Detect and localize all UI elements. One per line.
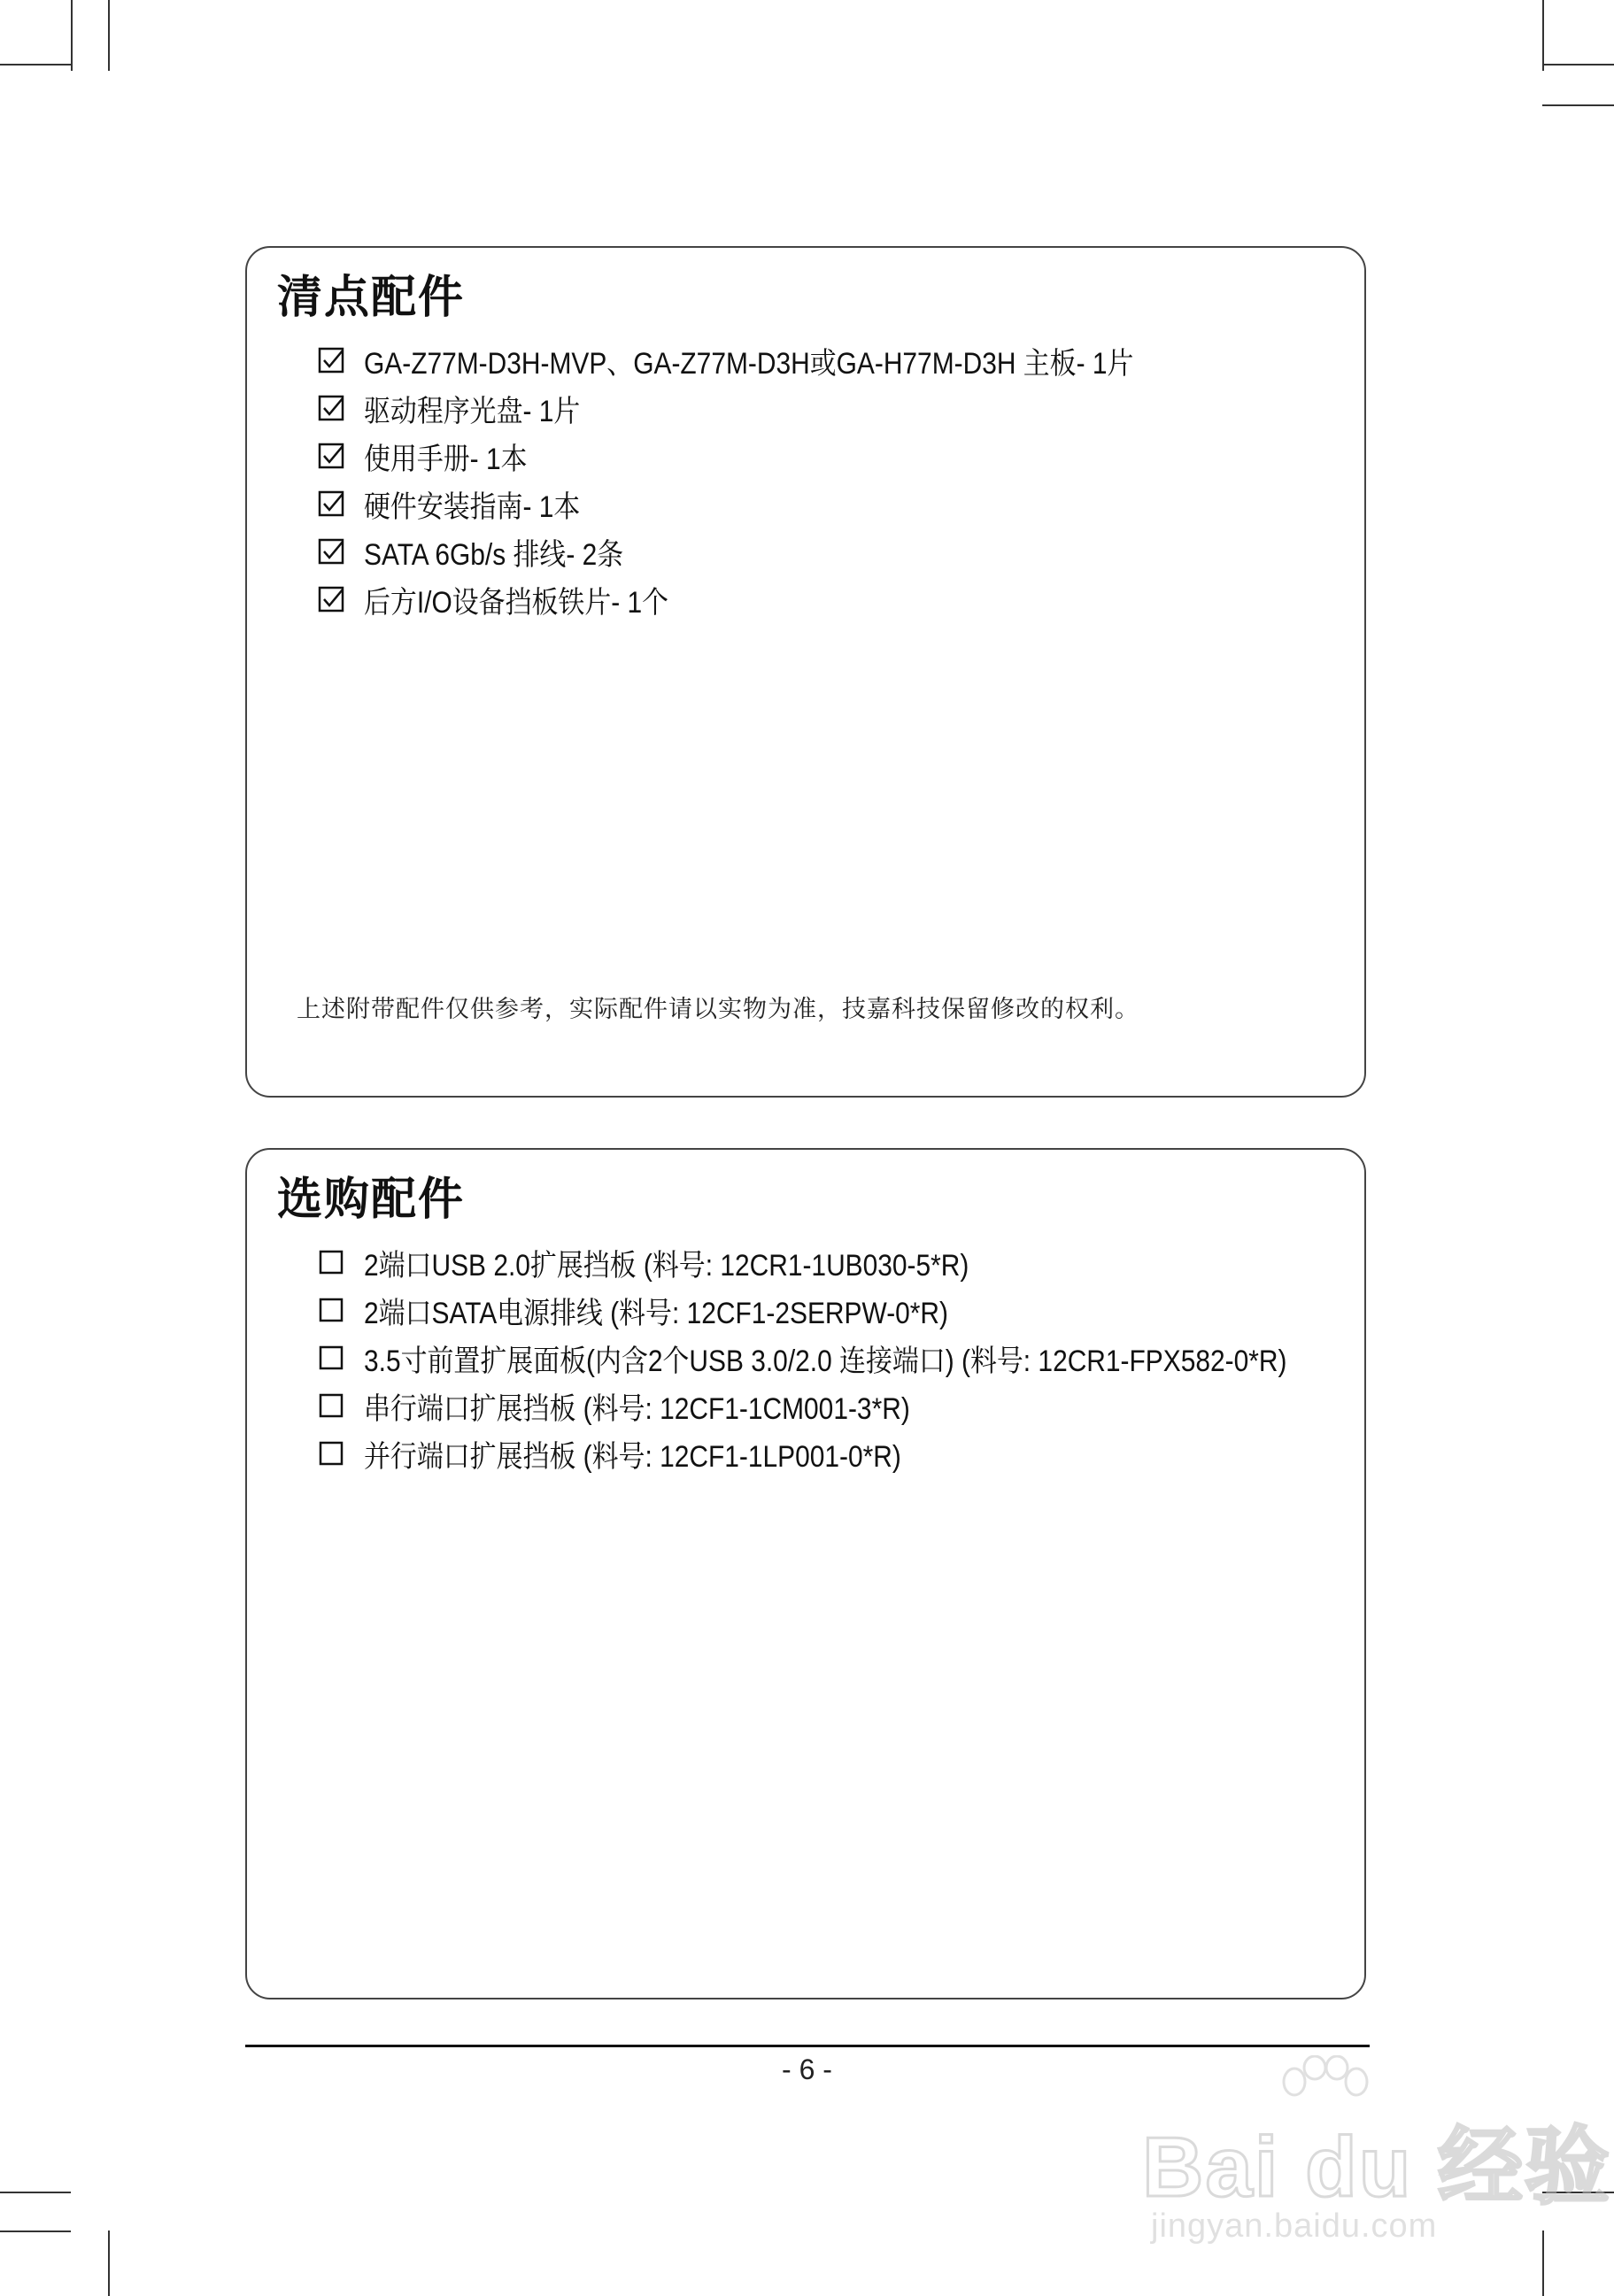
item-label: 2端口USB 2.0扩展挡板 (料号: 12CR1-1UB030-5*R): [364, 1248, 969, 1283]
page-number: - 6 -: [782, 2053, 832, 2085]
list-item: [318, 336, 1239, 384]
included-accessories-list: [318, 336, 1239, 623]
list-item: [318, 1429, 1413, 1477]
item-label: 并行端口扩展挡板 (料号: 12CF1-1LP001-0*R): [364, 1439, 901, 1474]
checked-box-icon: [318, 395, 344, 421]
list-item: [318, 1382, 1413, 1429]
item-label: GA-Z77M-D3H-MVP、GA-Z77M-D3H或GA-H77M-D3H 主板- 1片: [364, 346, 1134, 381]
crop-mark: [0, 2231, 71, 2232]
item-label: SATA 6Gb/s 排线- 2条: [364, 537, 624, 572]
crop-mark: [1542, 104, 1614, 106]
list-item: [318, 575, 1239, 623]
crop-mark: [0, 2192, 71, 2193]
disclaimer-note: 上述附带配件仅供参考，实际配件请以实物为准，技嘉科技保留修改的权利。: [297, 996, 1139, 1023]
included-accessories-box: [245, 246, 1366, 1098]
baidu-jingyan-watermark: [1142, 2055, 1612, 2250]
optional-accessories-title: 选购配件: [277, 1174, 466, 1226]
empty-box-icon: [318, 1440, 344, 1467]
checked-box-icon: [318, 347, 344, 374]
empty-box-icon: [318, 1249, 344, 1275]
watermark-logo-text: Bai du 经验: [1142, 2120, 1612, 2215]
item-label: 硬件安装指南- 1本: [364, 489, 581, 524]
list-item: [318, 480, 1239, 528]
item-label: 使用手册- 1本: [364, 442, 528, 476]
empty-box-icon: [318, 1297, 344, 1323]
list-item: [318, 1238, 1413, 1286]
crop-mark: [1542, 0, 1544, 71]
empty-box-icon: [318, 1344, 344, 1371]
checked-box-icon: [318, 490, 344, 517]
item-label: 3.5寸前置扩展面板(内含2个USB 3.0/2.0 连接端口) (料号: 12CR1-FPX582-0*R): [364, 1344, 1287, 1378]
optional-accessories-box: [245, 1148, 1366, 1999]
crop-mark: [1542, 64, 1614, 65]
optional-accessories-list: [318, 1238, 1413, 1477]
included-accessories-title: 清点配件: [277, 272, 466, 324]
list-item: [318, 1334, 1413, 1382]
checked-box-icon: [318, 443, 344, 469]
list-item: [318, 384, 1239, 432]
watermark-url: jingyan.baidu.com: [1151, 2207, 1438, 2245]
crop-mark: [0, 64, 71, 65]
item-label: 串行端口扩展挡板 (料号: 12CF1-1CM001-3*R): [364, 1391, 910, 1426]
crop-mark: [1542, 2231, 1544, 2296]
crop-mark: [108, 2231, 110, 2296]
checked-box-icon: [318, 538, 344, 565]
list-item: [318, 528, 1239, 575]
checked-box-icon: [318, 586, 344, 613]
item-label: 驱动程序光盘- 1片: [364, 394, 581, 428]
footer-rule: [245, 2045, 1370, 2047]
empty-box-icon: [318, 1392, 344, 1419]
list-item: [318, 432, 1239, 480]
list-item: [318, 1286, 1413, 1334]
crop-mark: [108, 0, 110, 71]
item-label: 2端口SATA电源排线 (料号: 12CF1-2SERPW-0*R): [364, 1296, 949, 1330]
crop-mark: [71, 0, 73, 71]
item-label: 后方I/O设备挡板铁片- 1个: [364, 585, 669, 620]
